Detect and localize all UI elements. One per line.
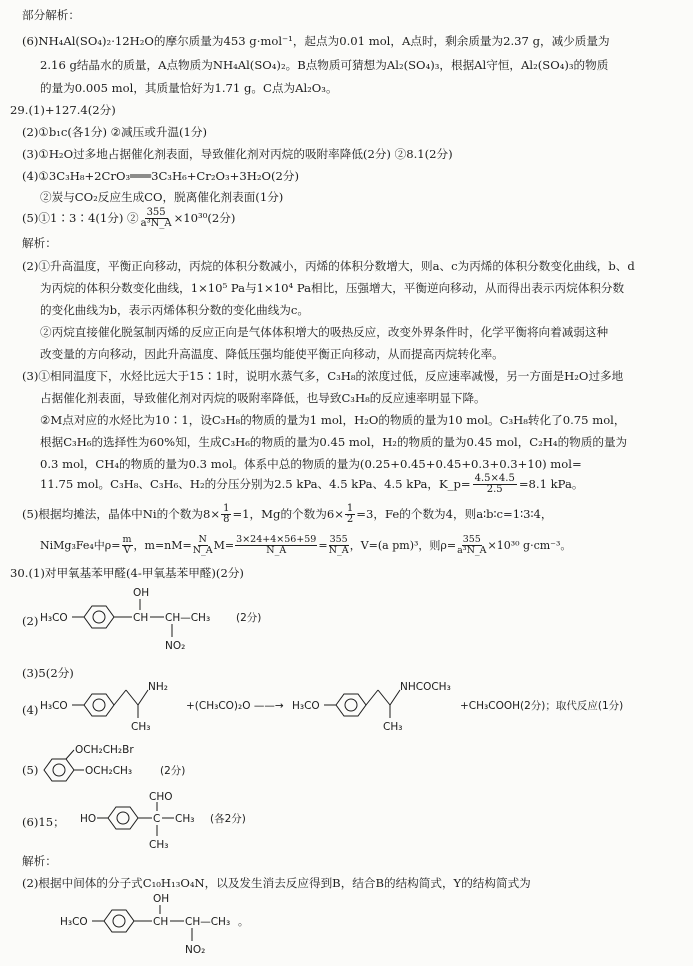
fraction [457, 535, 486, 555]
text-segment: ×10³⁰(2分) [173, 210, 236, 225]
fraction-denominator: N_A [328, 544, 349, 556]
fraction [235, 535, 317, 555]
reaction-4 [40, 678, 690, 738]
text-line: 根据C₃H₆的选择性为60%知，生成C₃H₆的物质的量为0.45 mol，H₂的物质的量为0.45 mol，C₂H₄的物质的量为 [40, 435, 628, 449]
chem-label: H₃CO [60, 916, 88, 928]
text-line: 的变化曲线为b，表示丙烯体积分数的变化曲线为c。 [40, 303, 309, 317]
partial-analysis-heading: 部分解析： [22, 8, 80, 22]
bond [366, 690, 378, 705]
q30-answer-5-label: (5) [22, 763, 39, 777]
q29-answer-2: (2)①b₁c(各1分) ②减压或升温(1分) [22, 125, 208, 139]
fraction-denominator: 2 [346, 514, 354, 525]
text-segment: =8.1 kPa。 [518, 476, 584, 491]
chem-label: C [153, 813, 161, 825]
fraction-numerator: 1 [346, 503, 354, 514]
ring-circle [117, 812, 129, 824]
fraction-denominator: 2.5 [486, 484, 503, 495]
text-segment: (5)①1∶3∶4(1分) ② [22, 210, 139, 225]
chem-label: CH₃ [131, 721, 151, 733]
text-line: ②丙烷直接催化脱氢制丙烯的反应正向是气体体积增大的吸热反应，改变外界条件时，化学平衡将向着减弱这种 [40, 325, 609, 339]
text-segment: ，m=nM= [133, 538, 192, 552]
fraction-numerator: 355 [329, 534, 348, 545]
chem-label: CHO [149, 792, 173, 803]
chem-label: CH₃ [383, 721, 403, 733]
fraction [345, 504, 355, 525]
text-segment: NiMg₃Fe₄中ρ= [40, 538, 121, 552]
text-line: ②M点对应的水烃比为10∶1，设C₃H₈的物质的量为1 mol，H₂O的物质的量为10 mol。C₃H₈转化了0.75 mol， [40, 413, 626, 427]
bond [114, 690, 126, 705]
text-segment: (5)根据均摊法，晶体中Ni的个数为8× [22, 506, 221, 521]
ring-circle [93, 699, 105, 711]
bond [126, 690, 138, 705]
text-line: 2.16 g结晶水的质量，A点物质为NH₄Al(SO₄)₂。B点物质可猜想为Al₂(SO₄)₃，根据Al守恒，Al₂(SO₄)₃的物质 [40, 58, 609, 72]
kp-line [40, 474, 583, 495]
chem-label: NO₂ [185, 944, 206, 956]
q30-answer-3: (3)5(2分) [22, 666, 74, 680]
structure-y [60, 893, 320, 963]
chem-label: NHCOCH₃ [400, 681, 451, 693]
fraction [473, 474, 517, 495]
bond [390, 690, 400, 705]
chem-label: +(CH₃CO)₂O ——→ [186, 700, 284, 712]
fraction [221, 504, 231, 525]
structure-5 [40, 740, 260, 792]
text-line: (6)NH₄Al(SO₄)₂·12H₂O的摩尔质量为453 g·mol⁻¹，起点为0.01 mol，A点时，剩余质量为2.37 g，减少质量为 [22, 34, 610, 48]
chem-label: NH₂ [148, 681, 168, 693]
analysis-heading: 解析： [22, 236, 57, 250]
bond [66, 750, 74, 759]
text-segment: =3，Fe的个数为4，则a∶b∶c=1∶3∶4， [356, 506, 553, 521]
text-line: (2)①升高温度，平衡正向移动，丙烷的体积分数减小，丙烯的体积分数增大，则a、c为丙烯的体积分数变化曲线，b、d [22, 259, 635, 273]
crystal-line-2 [40, 535, 571, 555]
fraction-numerator: 355 [462, 534, 481, 545]
q30-answer-2-label: (2) [22, 614, 39, 628]
q29-answer-4b: ②炭与CO₂反应生成CO，脱离催化剂表面(1分) [40, 190, 284, 204]
benzene-ring [84, 606, 114, 628]
fraction [141, 208, 172, 229]
benzene-ring [84, 694, 114, 716]
fraction-numerator: N [198, 534, 207, 545]
fraction-denominator: a³N_A [140, 218, 172, 229]
text-segment: 11.75 mol。C₃H₈、C₃H₆、H₂的分压分别为2.5 kPa、4.5 kPa、4.5 kPa，K_p= [40, 476, 471, 491]
benzene-ring [108, 807, 138, 829]
chem-label: CH [153, 916, 169, 928]
benzene-ring [336, 694, 366, 716]
fraction-denominator: 8 [223, 514, 230, 525]
chem-label: OCH₂CH₃ [85, 765, 133, 777]
text-segment: = [318, 538, 328, 552]
structure-2 [40, 585, 340, 660]
crystal-line-1 [22, 504, 553, 525]
chem-label: CH₃ [149, 839, 169, 851]
q29-answer-1: 29.(1)+127.4(2分) [10, 103, 116, 117]
q29-answer-3: (3)①H₂O过多地占据催化剂表面，导致催化剂对丙烷的吸附率降低(2分) ②8.1(2分) [22, 147, 453, 161]
fraction [329, 535, 349, 555]
score-label: (各2分) [210, 813, 246, 825]
chem-label: CH—CH₃ [185, 916, 231, 928]
text-line: (2)根据中间体的分子式C₁₀H₁₃O₄N，以及发生消去反应得到B，结合B的结构简式，Y的结构简式为 [22, 876, 531, 890]
ring-circle [345, 699, 357, 711]
chem-label: CH₃ [175, 813, 195, 825]
text-line: (3)①相同温度下，水烃比远大于15∶1时，说明水蒸气多，C₃H₈的浓度过低，反应速率减慢，另一方面是H₂O过多地 [22, 369, 624, 383]
text-line: 为丙烷的体积分数变化曲线，1×10⁵ Pa与1×10⁴ Pa相比，压强增大，平衡逆向移动，从而得出表示丙烷体积分数 [40, 281, 625, 295]
ring-circle [93, 611, 105, 623]
chem-label: CH—CH₃ [165, 612, 211, 624]
chem-label: H₃CO [40, 700, 68, 712]
chem-label: OH [133, 587, 150, 599]
structure-6 [80, 792, 340, 854]
chem-label: H₃CO [292, 700, 320, 712]
chem-label: OCH₂CH₂Br [75, 744, 134, 756]
q30-answer-4-label: (4) [22, 703, 39, 717]
fraction-numerator: 4.5×4.5 [474, 473, 515, 484]
chem-label: 。 [238, 916, 249, 928]
q30-answer-6-label: (6)15； [22, 815, 65, 829]
chem-label: +CH₃COOH(2分)；取代反应(1分) [460, 700, 624, 712]
chem-label: OH [153, 893, 170, 905]
fraction [122, 535, 133, 555]
text-segment: M= [213, 538, 235, 552]
bond [138, 690, 148, 705]
q29-answer-4a: (4)①3C₃H₈+2CrO₃═══3C₃H₆+Cr₂O₃+3H₂O(2分) [22, 169, 300, 183]
analysis-heading-2: 解析： [22, 854, 57, 868]
benzene-ring [104, 910, 134, 932]
bond [378, 690, 390, 705]
score-label: (2分) [160, 765, 186, 777]
text-segment: =1，Mg的个数为6× [232, 506, 344, 521]
chem-label: NO₂ [165, 640, 186, 652]
score-label: (2分) [236, 612, 262, 624]
benzene-ring [44, 759, 74, 781]
text-line: 的量为0.005 mol，其质量恰好为1.71 g。C点为Al₂O₃。 [40, 81, 338, 95]
chem-label: H₃CO [40, 612, 68, 624]
text-segment: ，V=(a pm)³，则ρ= [349, 538, 457, 552]
fraction-numerator: m [122, 534, 132, 545]
fraction-numerator: 1 [223, 503, 230, 514]
ring-circle [53, 764, 65, 776]
q29-answer-5 [22, 208, 235, 229]
q30-answer-1: 30.(1)对甲氧基苯甲醛(4-甲氧基苯甲醛)(2分) [10, 566, 244, 580]
fraction-numerator: 3×24+4×56+59 [236, 534, 317, 545]
fraction-denominator: a³N_A [457, 544, 487, 556]
fraction-denominator: V [123, 544, 131, 556]
fraction-denominator: N_A [192, 544, 213, 556]
text-line: 占据催化剂表面，导致催化剂对丙烷的吸附率降低，也导致C₃H₈的反应速率明显下降。 [40, 391, 486, 405]
fraction-denominator: N_A [266, 544, 287, 556]
ring-circle [113, 915, 125, 927]
text-line: 改变量的方向移动，因此升高温度、降低压强均能使平衡正向移动，从而提高丙烷转化率。 [40, 347, 504, 361]
chem-label: CH [133, 612, 149, 624]
text-segment: ×10³⁰ g·cm⁻³。 [487, 538, 572, 552]
fraction-numerator: 355 [146, 207, 166, 218]
fraction [193, 535, 213, 555]
chem-label: HO [80, 813, 97, 825]
text-line: 0.3 mol，CH₄的物质的量为0.3 mol。体系中总的物质的量为(0.25+0.45+0.45+0.3+0.3+10) mol= [40, 457, 582, 471]
